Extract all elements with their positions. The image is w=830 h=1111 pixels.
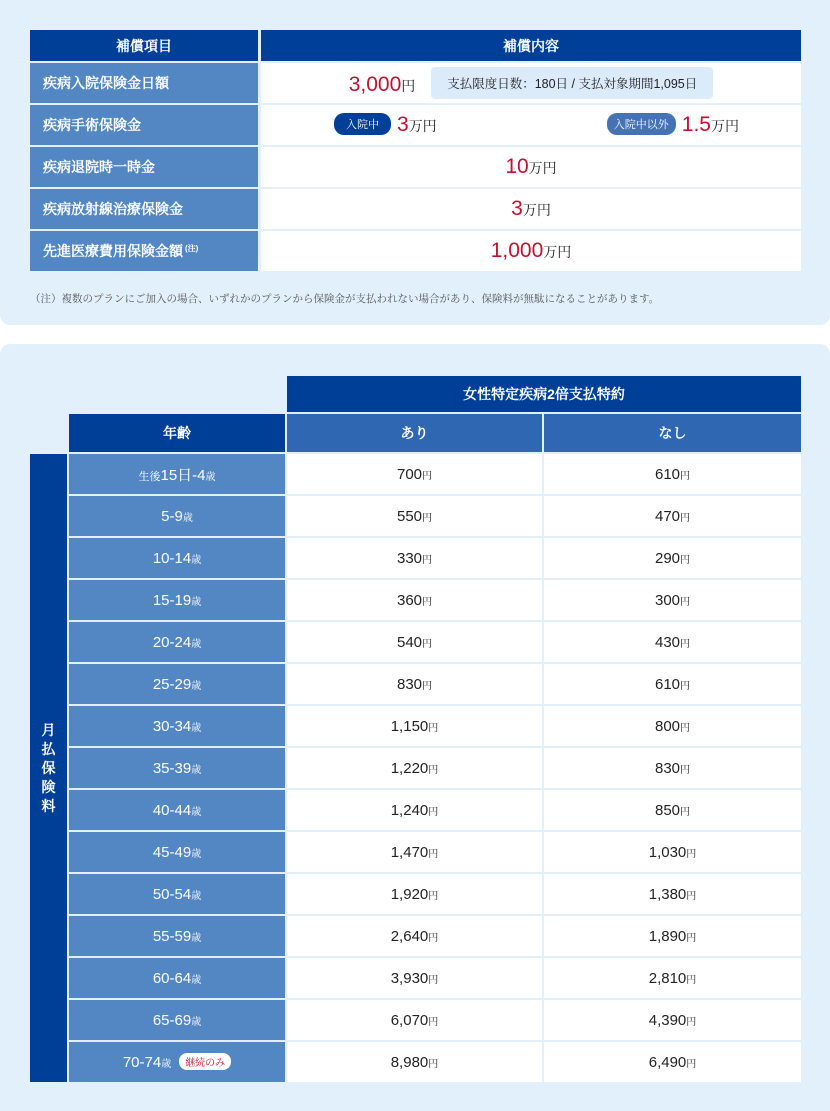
yen-unit: 円 [428,764,439,776]
age-range: 60-64 [152,969,192,987]
yen-unit: 円 [680,764,691,776]
age-range: 55-59 [152,927,192,945]
premium-row [30,748,801,790]
premium-with-rider [287,874,544,916]
age-range: 30-34 [152,717,192,735]
monthly-premium-label-char: 険 [41,778,56,795]
premium-amount: 430 [654,633,681,651]
premium-with-rider [287,580,544,622]
yen-unit: 円 [680,638,691,650]
age-cell [69,454,287,496]
age-unit: 歳 [191,1016,202,1028]
age-cell [69,832,287,874]
option-header: 女性特定疾病2倍支払特約 [287,376,801,414]
premium-amount: 800 [654,717,681,735]
premium-with-rider [287,916,544,958]
premium-amount: 330 [396,549,423,567]
premium-amount: 1,030 [648,843,687,861]
yen-unit: 円 [680,680,691,692]
unit: 万円 [528,160,557,176]
premium-amount: 1,150 [390,717,429,735]
premium-amount: 610 [654,675,681,693]
premium-with-rider [287,748,544,790]
header-coverage-content: 補償内容 [261,30,801,63]
premium-with-rider [287,790,544,832]
yen-unit: 円 [680,596,691,608]
age-cell [69,580,287,622]
age-range: 45-49 [152,843,192,861]
row-label: 疾病退院時一時金 [30,147,261,189]
coverage-row-radiation [30,189,801,231]
without-rider-header: なし [544,414,801,454]
premium-amount: 830 [396,675,423,693]
age-range: 70-74 [122,1054,162,1071]
age-unit: 歳 [191,890,202,902]
age-unit: 歳 [205,471,216,483]
yen-unit: 円 [422,512,433,524]
coverage-row-hospital [30,63,801,105]
unit: 万円 [522,202,551,218]
amount: 1.5 [681,113,711,136]
premium-without-rider [544,622,801,664]
age-unit: 歳 [191,596,202,608]
yen-unit: 円 [428,848,439,860]
age-unit: 歳 [191,680,202,692]
premium-amount: 360 [396,591,423,609]
age-range: 5-9 [161,507,183,525]
age-cell [69,664,287,706]
premium-with-rider [287,958,544,1000]
amount: 3,000 [348,73,402,96]
premium-row [30,790,801,832]
with-rider-header: あり [287,414,544,454]
yen-unit: 円 [680,806,691,818]
premium-with-rider [287,1000,544,1042]
premium-without-rider [544,874,801,916]
yen-unit: 円 [422,470,433,482]
premium-without-rider [544,454,801,496]
premium-amount: 3,930 [390,969,429,987]
unit: 万円 [711,118,739,134]
blank-corner [30,414,69,454]
premium-without-rider [544,664,801,706]
premium-amount: 2,810 [648,969,687,987]
age-unit: 歳 [182,512,193,524]
premium-without-rider [544,1042,801,1084]
note-mark: (注) [185,244,199,253]
premium-without-rider [544,496,801,538]
age-unit: 歳 [191,848,202,860]
age-cell [69,622,287,664]
premium-without-rider [544,1000,801,1042]
row-label: 疾病放射線治療保険金 [30,189,261,231]
age-range: 10-14 [152,549,192,567]
premium-row [30,832,801,874]
premium-without-rider [544,580,801,622]
amount: 10 [505,155,529,178]
renewal-only-badge: 継続のみ [179,1053,231,1070]
premium-row [30,622,801,664]
yen-unit: 円 [686,1058,697,1070]
row-label-text: 先進医療費用保険金額 [43,243,183,259]
age-range: 40-44 [152,801,192,819]
yen-unit: 円 [428,1016,439,1028]
amount: 3 [511,197,523,220]
footnote: （注）複数のプランにご加入の場合、いずれかのプランから保険金が支払われない場合があり、保険料が無駄になることがあります。 [30,293,660,305]
premium-row [30,1042,801,1084]
monthly-premium-label-char: 料 [41,797,56,814]
age-header: 年齢 [69,414,287,454]
premium-amount: 540 [396,633,423,651]
premium-amount: 1,380 [648,885,687,903]
age-cell [69,790,287,832]
premium-row [30,958,801,1000]
yen-unit: 円 [428,932,439,944]
premium-with-rider [287,706,544,748]
premium-with-rider [287,1042,544,1084]
premium-with-rider [287,454,544,496]
premium-amount: 1,470 [390,843,429,861]
premium-amount: 6,490 [648,1053,687,1071]
premium-amount: 2,640 [390,927,429,945]
age-cell [69,538,287,580]
premium-without-rider [544,790,801,832]
monthly-premium-label [30,454,69,1084]
age-cell [69,916,287,958]
age-cell [69,1000,287,1042]
age-unit: 歳 [191,932,202,944]
unit: 万円 [408,118,437,134]
yen-unit: 円 [680,554,691,566]
coverage-table [30,30,801,273]
yen-unit: 円 [680,470,691,482]
yen-unit: 円 [680,722,691,734]
premium-with-rider [287,538,544,580]
premium-row [30,1000,801,1042]
premium-row [30,538,801,580]
age-cell [69,958,287,1000]
premium-row [30,454,801,496]
age-cell [69,496,287,538]
yen-unit: 円 [428,806,439,818]
premium-amount: 8,980 [390,1053,429,1071]
yen-unit: 円 [686,974,697,986]
row-value [261,63,801,105]
yen-unit: 円 [422,680,433,692]
row-value [261,147,801,189]
age-cell [69,874,287,916]
premium-amount: 300 [654,591,681,609]
premium-amount: 1,220 [390,759,429,777]
premium-amount: 700 [396,465,423,483]
yen-unit: 円 [422,596,433,608]
premium-amount: 550 [396,507,423,525]
age-range: 15-19 [152,591,192,609]
age-unit: 歳 [191,974,202,986]
age-unit: 歳 [191,554,202,566]
premium-with-rider [287,622,544,664]
age-cell [69,706,287,748]
premium-amount: 290 [654,549,681,567]
age-range: 20-24 [152,633,192,651]
age-range: 15日-4 [160,466,206,484]
premium-with-rider [287,496,544,538]
premium-without-rider [544,748,801,790]
premium-row [30,874,801,916]
age-cell [69,1042,287,1084]
yen-unit: 円 [686,932,697,944]
premium-row [30,706,801,748]
yen-unit: 円 [686,890,697,902]
age-unit: 歳 [191,806,202,818]
row-label [30,231,261,273]
header-coverage-item: 補償項目 [30,30,261,63]
yen-unit: 円 [422,554,433,566]
age-unit: 歳 [191,638,202,650]
amount: 3 [397,113,409,136]
yen-unit: 円 [428,974,439,986]
age-range: 50-54 [152,885,192,903]
row-label: 疾病手術保険金 [30,105,261,147]
premium-without-rider [544,538,801,580]
yen-unit: 円 [680,512,691,524]
premium-amount: 6,070 [390,1011,429,1029]
row-value [261,189,801,231]
age-unit: 歳 [191,764,202,776]
yen-unit: 円 [686,1016,697,1028]
unit: 万円 [543,244,572,260]
premium-with-rider [287,832,544,874]
premium-without-rider [544,916,801,958]
premium-amount: 610 [654,465,681,483]
amount: 1,000 [490,239,544,262]
monthly-premium-label-char: 月 [41,721,56,738]
age-unit: 歳 [161,1059,172,1070]
premium-table [30,376,801,1084]
coverage-panel [0,0,830,325]
age-range: 35-39 [152,759,192,777]
premium-amount: 1,890 [648,927,687,945]
coverage-row-discharge [30,147,801,189]
blank-corner [30,376,287,414]
premium-row [30,580,801,622]
premium-with-rider [287,664,544,706]
age-prefix: 生後 [138,470,161,483]
premium-without-rider [544,832,801,874]
outpatient-pill: 入院中以外 [607,113,676,135]
row-value [261,231,801,273]
age-cell [69,748,287,790]
limit-note: 支払限度日数：180日 / 支払対象期間1,095日 [431,67,713,99]
premium-amount: 4,390 [648,1011,687,1029]
premium-amount: 470 [654,507,681,525]
monthly-premium-label-char: 払 [41,740,56,757]
inpatient-pill: 入院中 [334,113,391,135]
premium-amount: 830 [654,759,681,777]
premium-row [30,916,801,958]
coverage-row-surgery [30,105,801,147]
premium-row [30,496,801,538]
monthly-premium-label-char: 保 [41,759,56,776]
premium-without-rider [544,958,801,1000]
coverage-row-advanced [30,231,801,273]
premium-amount: 1,240 [390,801,429,819]
age-range: 25-29 [152,675,192,693]
row-label: 疾病入院保険金日額 [30,63,261,105]
age-range: 65-69 [152,1011,192,1029]
row-value [261,105,801,147]
premium-row [30,664,801,706]
yen-unit: 円 [428,1058,439,1070]
yen-unit: 円 [686,848,697,860]
premium-amount: 850 [654,801,681,819]
premium-without-rider [544,706,801,748]
premium-amount: 1,920 [390,885,429,903]
yen-unit: 円 [428,722,439,734]
yen-unit: 円 [428,890,439,902]
unit: 円 [401,78,416,94]
yen-unit: 円 [422,638,433,650]
age-unit: 歳 [191,722,202,734]
